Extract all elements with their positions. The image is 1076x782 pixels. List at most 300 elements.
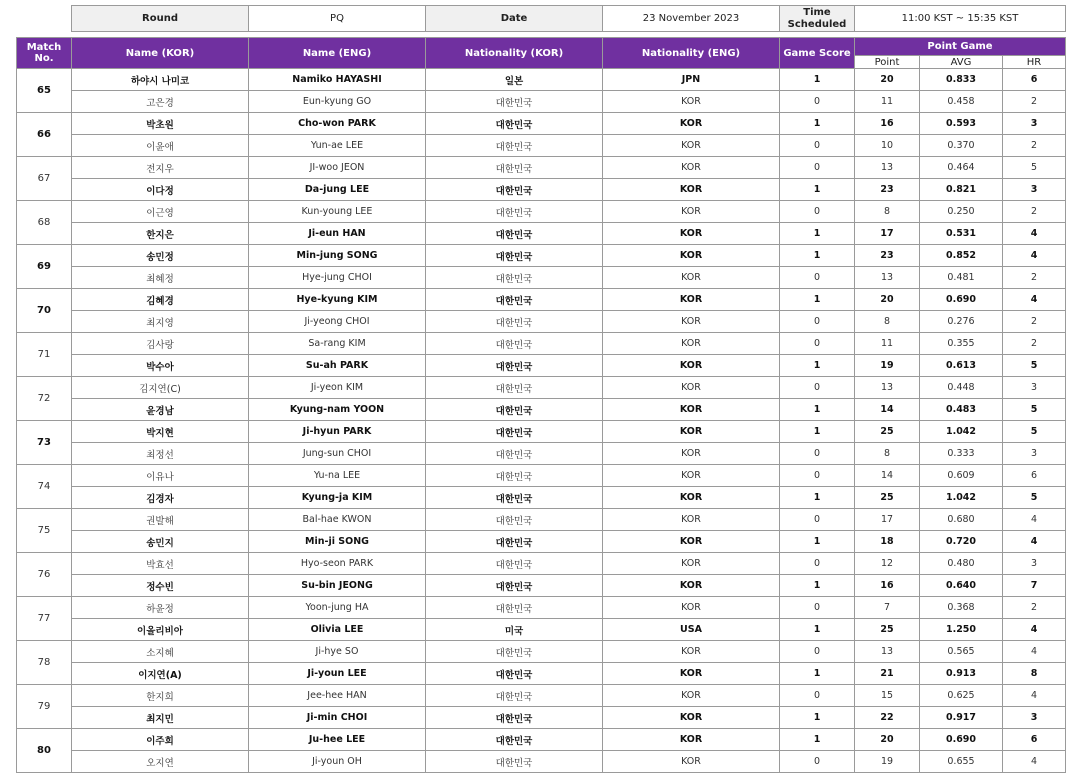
player-name-eng: Ju-hee LEE [249, 729, 426, 751]
high-run: 5 [1003, 355, 1066, 377]
table-row [17, 553, 1066, 575]
header-row [17, 38, 1066, 56]
point: 20 [855, 289, 920, 311]
avg: 0.368 [920, 597, 1003, 619]
avg: 0.531 [920, 223, 1003, 245]
nationality-eng: KOR [603, 377, 780, 399]
game-score: 1 [780, 355, 855, 377]
player-name-eng: Min-jung SONG [249, 245, 426, 267]
nationality-kor: 대한민국 [426, 201, 603, 223]
table-row [17, 201, 1066, 223]
point: 19 [855, 355, 920, 377]
player-name-kor: 고은경 [72, 91, 249, 113]
player-name-kor: 박수아 [72, 355, 249, 377]
nationality-kor: 대한민국 [426, 267, 603, 289]
match-number: 73 [17, 421, 72, 465]
player-name-eng: Yu-na LEE [249, 465, 426, 487]
header-match-no: Match No. [17, 38, 72, 69]
avg: 0.720 [920, 531, 1003, 553]
point: 12 [855, 553, 920, 575]
match-number: 70 [17, 289, 72, 333]
point: 17 [855, 223, 920, 245]
player-name-kor: 한지은 [72, 223, 249, 245]
results-body [17, 69, 1066, 773]
time-value: 11:00 KST ~ 15:35 KST [855, 6, 1066, 32]
player-name-kor: 송민지 [72, 531, 249, 553]
player-name-eng: Hyo-seon PARK [249, 553, 426, 575]
match-number: 76 [17, 553, 72, 597]
game-score: 1 [780, 575, 855, 597]
player-name-kor: 이다정 [72, 179, 249, 201]
match-number: 79 [17, 685, 72, 729]
point: 16 [855, 575, 920, 597]
player-name-eng: Ji-yeong CHOI [249, 311, 426, 333]
avg: 0.852 [920, 245, 1003, 267]
nationality-eng: KOR [603, 223, 780, 245]
player-name-eng: Yoon-jung HA [249, 597, 426, 619]
high-run: 5 [1003, 399, 1066, 421]
game-score: 0 [780, 509, 855, 531]
point: 8 [855, 443, 920, 465]
high-run: 4 [1003, 531, 1066, 553]
game-score: 0 [780, 685, 855, 707]
high-run: 4 [1003, 509, 1066, 531]
game-score: 1 [780, 245, 855, 267]
game-score: 0 [780, 597, 855, 619]
player-name-eng: Yun-ae LEE [249, 135, 426, 157]
point: 21 [855, 663, 920, 685]
avg: 0.690 [920, 289, 1003, 311]
table-row [17, 157, 1066, 179]
avg: 0.655 [920, 751, 1003, 773]
point: 7 [855, 597, 920, 619]
player-name-kor: 소지혜 [72, 641, 249, 663]
game-score: 1 [780, 663, 855, 685]
player-name-eng: Namiko HAYASHI [249, 69, 426, 91]
nationality-kor: 대한민국 [426, 641, 603, 663]
nationality-kor: 대한민국 [426, 311, 603, 333]
player-name-kor: 하야시 나미코 [72, 69, 249, 91]
high-run: 6 [1003, 69, 1066, 91]
game-score: 0 [780, 377, 855, 399]
high-run: 4 [1003, 223, 1066, 245]
high-run: 8 [1003, 663, 1066, 685]
high-run: 3 [1003, 377, 1066, 399]
player-name-eng: Su-bin JEONG [249, 575, 426, 597]
table-row [17, 113, 1066, 135]
player-name-kor: 이주희 [72, 729, 249, 751]
player-name-eng: Bal-hae KWON [249, 509, 426, 531]
nationality-eng: KOR [603, 729, 780, 751]
player-name-kor: 정수빈 [72, 575, 249, 597]
point: 15 [855, 685, 920, 707]
avg: 0.480 [920, 553, 1003, 575]
avg: 0.355 [920, 333, 1003, 355]
header-hr: HR [1003, 56, 1066, 69]
avg: 0.690 [920, 729, 1003, 751]
player-name-kor: 하윤정 [72, 597, 249, 619]
date-label: Date [426, 6, 603, 32]
point: 11 [855, 333, 920, 355]
nationality-eng: KOR [603, 575, 780, 597]
game-score: 1 [780, 421, 855, 443]
high-run: 5 [1003, 487, 1066, 509]
point: 25 [855, 619, 920, 641]
player-name-kor: 이윤애 [72, 135, 249, 157]
player-name-eng: Sa-rang KIM [249, 333, 426, 355]
point: 14 [855, 399, 920, 421]
game-score: 0 [780, 91, 855, 113]
point: 10 [855, 135, 920, 157]
table-row [17, 597, 1066, 619]
nationality-eng: KOR [603, 113, 780, 135]
table-row [17, 377, 1066, 399]
nationality-eng: KOR [603, 135, 780, 157]
point: 20 [855, 729, 920, 751]
nationality-kor: 대한민국 [426, 509, 603, 531]
match-number: 78 [17, 641, 72, 685]
table-row [17, 69, 1066, 91]
player-name-kor: 윤경남 [72, 399, 249, 421]
avg: 0.481 [920, 267, 1003, 289]
nationality-kor: 대한민국 [426, 223, 603, 245]
header-point-game: Point Game [855, 38, 1066, 56]
high-run: 6 [1003, 729, 1066, 751]
table-row [17, 707, 1066, 729]
avg: 0.625 [920, 685, 1003, 707]
game-score: 1 [780, 289, 855, 311]
point: 14 [855, 465, 920, 487]
nationality-eng: KOR [603, 267, 780, 289]
avg: 0.464 [920, 157, 1003, 179]
nationality-kor: 대한민국 [426, 245, 603, 267]
avg: 0.483 [920, 399, 1003, 421]
nationality-kor: 미국 [426, 619, 603, 641]
table-row [17, 729, 1066, 751]
nationality-eng: KOR [603, 289, 780, 311]
table-row [17, 223, 1066, 245]
game-score: 0 [780, 201, 855, 223]
nationality-eng: KOR [603, 685, 780, 707]
player-name-eng: Olivia LEE [249, 619, 426, 641]
nationality-eng: KOR [603, 465, 780, 487]
match-number: 80 [17, 729, 72, 773]
table-row [17, 509, 1066, 531]
game-score: 1 [780, 179, 855, 201]
avg: 0.593 [920, 113, 1003, 135]
player-name-kor: 이근영 [72, 201, 249, 223]
game-score: 0 [780, 553, 855, 575]
nationality-kor: 대한민국 [426, 751, 603, 773]
nationality-kor: 대한민국 [426, 575, 603, 597]
header-avg: AVG [920, 56, 1003, 69]
table-row [17, 685, 1066, 707]
match-number: 75 [17, 509, 72, 553]
player-name-eng: Jee-hee HAN [249, 685, 426, 707]
game-score: 0 [780, 641, 855, 663]
nationality-kor: 대한민국 [426, 597, 603, 619]
table-row [17, 333, 1066, 355]
nationality-eng: JPN [603, 69, 780, 91]
round-label: Round [72, 6, 249, 32]
match-number: 67 [17, 157, 72, 201]
player-name-eng: Cho-won PARK [249, 113, 426, 135]
nationality-eng: KOR [603, 245, 780, 267]
nationality-kor: 대한민국 [426, 707, 603, 729]
point: 25 [855, 421, 920, 443]
avg: 0.458 [920, 91, 1003, 113]
match-number: 77 [17, 597, 72, 641]
point: 8 [855, 311, 920, 333]
point: 13 [855, 641, 920, 663]
nationality-eng: KOR [603, 641, 780, 663]
match-number: 74 [17, 465, 72, 509]
player-name-kor: 오지연 [72, 751, 249, 773]
point: 19 [855, 751, 920, 773]
game-score: 1 [780, 223, 855, 245]
results-table [16, 37, 1066, 773]
game-score: 1 [780, 531, 855, 553]
point: 13 [855, 377, 920, 399]
player-name-eng: Kyung-ja KIM [249, 487, 426, 509]
game-score: 1 [780, 707, 855, 729]
table-row [17, 663, 1066, 685]
nationality-eng: KOR [603, 333, 780, 355]
player-name-eng: Da-jung LEE [249, 179, 426, 201]
nationality-eng: KOR [603, 201, 780, 223]
table-row [17, 399, 1066, 421]
player-name-kor: 한지희 [72, 685, 249, 707]
avg: 0.565 [920, 641, 1003, 663]
player-name-kor: 김혜경 [72, 289, 249, 311]
game-score: 0 [780, 751, 855, 773]
player-name-eng: Hye-jung CHOI [249, 267, 426, 289]
point: 11 [855, 91, 920, 113]
game-score: 0 [780, 311, 855, 333]
high-run: 2 [1003, 91, 1066, 113]
player-name-kor: 김사랑 [72, 333, 249, 355]
point: 20 [855, 69, 920, 91]
nationality-kor: 대한민국 [426, 553, 603, 575]
point: 13 [855, 157, 920, 179]
player-name-eng: Min-ji SONG [249, 531, 426, 553]
high-run: 2 [1003, 333, 1066, 355]
avg: 0.613 [920, 355, 1003, 377]
player-name-kor: 최혜정 [72, 267, 249, 289]
game-score: 1 [780, 399, 855, 421]
high-run: 6 [1003, 465, 1066, 487]
nationality-kor: 대한민국 [426, 399, 603, 421]
nationality-kor: 대한민국 [426, 157, 603, 179]
table-row [17, 179, 1066, 201]
player-name-eng: Jung-sun CHOI [249, 443, 426, 465]
nationality-kor: 대한민국 [426, 663, 603, 685]
nationality-kor: 대한민국 [426, 289, 603, 311]
player-name-kor: 박초원 [72, 113, 249, 135]
point: 16 [855, 113, 920, 135]
nationality-kor: 대한민국 [426, 355, 603, 377]
player-name-kor: 최지영 [72, 311, 249, 333]
player-name-eng: Kyung-nam YOON [249, 399, 426, 421]
nationality-eng: KOR [603, 553, 780, 575]
nationality-kor: 대한민국 [426, 531, 603, 553]
player-name-kor: 최정선 [72, 443, 249, 465]
player-name-kor: 이지연(A) [72, 663, 249, 685]
avg: 1.250 [920, 619, 1003, 641]
player-name-eng: Su-ah PARK [249, 355, 426, 377]
table-row [17, 575, 1066, 597]
table-row [17, 267, 1066, 289]
nationality-kor: 대한민국 [426, 487, 603, 509]
player-name-eng: Eun-kyung GO [249, 91, 426, 113]
table-row [17, 465, 1066, 487]
avg: 0.680 [920, 509, 1003, 531]
match-number: 68 [17, 201, 72, 245]
player-name-eng: JI-woo JEON [249, 157, 426, 179]
table-row [17, 421, 1066, 443]
high-run: 5 [1003, 157, 1066, 179]
match-info-table [71, 5, 1066, 32]
high-run: 4 [1003, 751, 1066, 773]
nationality-kor: 대한민국 [426, 377, 603, 399]
avg: 0.833 [920, 69, 1003, 91]
nationality-kor: 대한민국 [426, 113, 603, 135]
nationality-eng: KOR [603, 355, 780, 377]
high-run: 4 [1003, 685, 1066, 707]
player-name-kor: 권발해 [72, 509, 249, 531]
nationality-eng: KOR [603, 91, 780, 113]
high-run: 2 [1003, 267, 1066, 289]
avg: 0.821 [920, 179, 1003, 201]
header-point: Point [855, 56, 920, 69]
game-score: 0 [780, 267, 855, 289]
table-row [17, 619, 1066, 641]
nationality-kor: 일본 [426, 69, 603, 91]
high-run: 2 [1003, 597, 1066, 619]
game-score: 1 [780, 729, 855, 751]
header-game-score: Game Score [780, 38, 855, 69]
high-run: 3 [1003, 443, 1066, 465]
avg: 0.917 [920, 707, 1003, 729]
point: 18 [855, 531, 920, 553]
nationality-eng: KOR [603, 311, 780, 333]
nationality-eng: KOR [603, 509, 780, 531]
nationality-kor: 대한민국 [426, 333, 603, 355]
nationality-kor: 대한민국 [426, 465, 603, 487]
game-score: 0 [780, 157, 855, 179]
table-row [17, 487, 1066, 509]
game-score: 0 [780, 465, 855, 487]
table-row [17, 91, 1066, 113]
player-name-eng: Ji-min CHOI [249, 707, 426, 729]
high-run: 5 [1003, 421, 1066, 443]
avg: 0.640 [920, 575, 1003, 597]
time-label: Time Scheduled [780, 6, 855, 32]
game-score: 0 [780, 333, 855, 355]
avg: 0.609 [920, 465, 1003, 487]
nationality-kor: 대한민국 [426, 421, 603, 443]
high-run: 7 [1003, 575, 1066, 597]
table-row [17, 443, 1066, 465]
match-number: 72 [17, 377, 72, 421]
player-name-kor: 이올리비아 [72, 619, 249, 641]
point: 23 [855, 245, 920, 267]
match-number: 65 [17, 69, 72, 113]
table-row [17, 355, 1066, 377]
point: 13 [855, 267, 920, 289]
game-score: 1 [780, 69, 855, 91]
nationality-eng: KOR [603, 399, 780, 421]
avg: 0.370 [920, 135, 1003, 157]
table-row [17, 245, 1066, 267]
game-score: 1 [780, 113, 855, 135]
table-row [17, 135, 1066, 157]
nationality-kor: 대한민국 [426, 685, 603, 707]
table-row [17, 311, 1066, 333]
high-run: 4 [1003, 641, 1066, 663]
nationality-eng: KOR [603, 179, 780, 201]
player-name-kor: 전지우 [72, 157, 249, 179]
point: 25 [855, 487, 920, 509]
nationality-eng: KOR [603, 157, 780, 179]
nationality-eng: KOR [603, 751, 780, 773]
point: 22 [855, 707, 920, 729]
high-run: 2 [1003, 201, 1066, 223]
header-name-eng: Name (ENG) [249, 38, 426, 69]
player-name-eng: Ji-youn LEE [249, 663, 426, 685]
player-name-eng: Hye-kyung KIM [249, 289, 426, 311]
high-run: 3 [1003, 113, 1066, 135]
nationality-kor: 대한민국 [426, 91, 603, 113]
player-name-eng: Ji-yeon KIM [249, 377, 426, 399]
match-number: 69 [17, 245, 72, 289]
player-name-kor: 송민정 [72, 245, 249, 267]
player-name-kor: 이유나 [72, 465, 249, 487]
high-run: 2 [1003, 311, 1066, 333]
avg: 0.913 [920, 663, 1003, 685]
nationality-eng: KOR [603, 663, 780, 685]
avg: 0.250 [920, 201, 1003, 223]
nationality-eng: KOR [603, 443, 780, 465]
avg: 1.042 [920, 421, 1003, 443]
game-score: 1 [780, 619, 855, 641]
high-run: 3 [1003, 707, 1066, 729]
player-name-kor: 최지민 [72, 707, 249, 729]
player-name-eng: Kun-young LEE [249, 201, 426, 223]
avg: 0.276 [920, 311, 1003, 333]
date-value: 23 November 2023 [603, 6, 780, 32]
avg: 1.042 [920, 487, 1003, 509]
player-name-kor: 김경자 [72, 487, 249, 509]
nationality-eng: KOR [603, 421, 780, 443]
player-name-eng: Ji-eun HAN [249, 223, 426, 245]
header-nationality-eng: Nationality (ENG) [603, 38, 780, 69]
avg: 0.333 [920, 443, 1003, 465]
game-score: 1 [780, 487, 855, 509]
point: 23 [855, 179, 920, 201]
player-name-eng: Ji-hyun PARK [249, 421, 426, 443]
nationality-kor: 대한민국 [426, 135, 603, 157]
table-row [17, 289, 1066, 311]
nationality-kor: 대한민국 [426, 179, 603, 201]
round-value: PQ [249, 6, 426, 32]
point: 8 [855, 201, 920, 223]
high-run: 3 [1003, 179, 1066, 201]
table-row [17, 531, 1066, 553]
nationality-kor: 대한민국 [426, 443, 603, 465]
table-row [17, 641, 1066, 663]
player-name-eng: Ji-hye SO [249, 641, 426, 663]
